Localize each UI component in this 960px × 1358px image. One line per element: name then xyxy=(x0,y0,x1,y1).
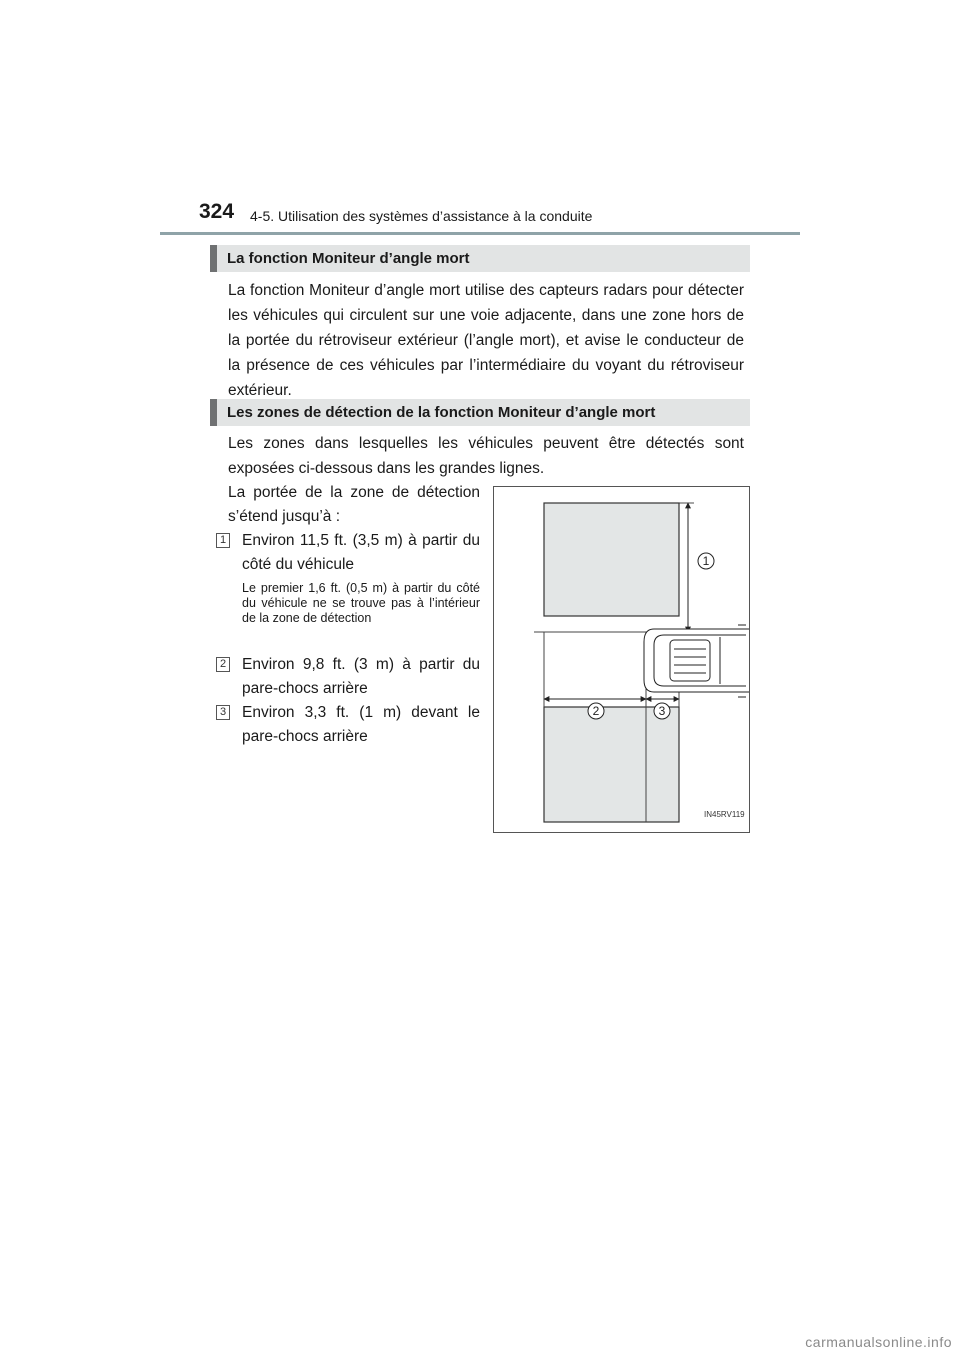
figure-label-1: 1 xyxy=(702,554,710,568)
detection-zone-diagram xyxy=(494,487,749,832)
section-title-detection-zones: Les zones de détection de la fonction Moniteur d’angle mort xyxy=(210,399,750,426)
detection-zones-intro: Les zones dans lesquelles les véhicules peuvent être détectés sont exposées ci-dessous dans les grandes lignes. xyxy=(228,435,744,477)
header-rule xyxy=(160,232,800,235)
item-note-1: Le premier 1,6 ft. (0,5 m) à partir du côté du véhicule ne se trouve pas à l’intérieur de la zone de détection xyxy=(242,581,480,625)
watermark: carmanualsonline.info xyxy=(805,1334,952,1350)
section-title-blind-spot-function: La fonction Moniteur d’angle mort xyxy=(210,245,750,272)
item-number-3: 3 xyxy=(216,705,230,720)
detection-zone-figure xyxy=(493,486,750,833)
range-intro: La portée de la zone de détection s’étend jusqu’à : xyxy=(228,484,480,525)
figure-label-2: 2 xyxy=(592,704,600,718)
item-text-3: Environ 3,3 ft. (1 m) devant le pare-chocs arrière xyxy=(242,704,480,745)
section-body-blind-spot-function: La fonction Moniteur d’angle mort utilise des capteurs radars pour détecter les véhicules qui circulent sur une voie adjacente, dans une zone hors de la portée du rétroviseur extérieur (l’angle mort), et avise le conducteur de la présence de ces véhicules par l’intermédiaire du voyant du rétroviseur extérieur. xyxy=(228,282,744,399)
item-number-2: 2 xyxy=(216,657,230,672)
item-number-1: 1 xyxy=(216,533,230,548)
page-number: 324 xyxy=(199,200,235,223)
item-text-1: Environ 11,5 ft. (3,5 m) à partir du côté du véhicule xyxy=(242,532,480,573)
rear-zone xyxy=(544,707,679,822)
side-zone xyxy=(544,503,679,616)
running-header: 4-5. Utilisation des systèmes d’assistance à la conduite xyxy=(250,208,593,224)
vehicle-icon xyxy=(644,625,749,697)
item-text-2: Environ 9,8 ft. (3 m) à partir du pare-chocs arrière xyxy=(242,656,480,697)
figure-code: IN45RV119 xyxy=(704,810,745,819)
figure-label-3: 3 xyxy=(658,704,666,718)
